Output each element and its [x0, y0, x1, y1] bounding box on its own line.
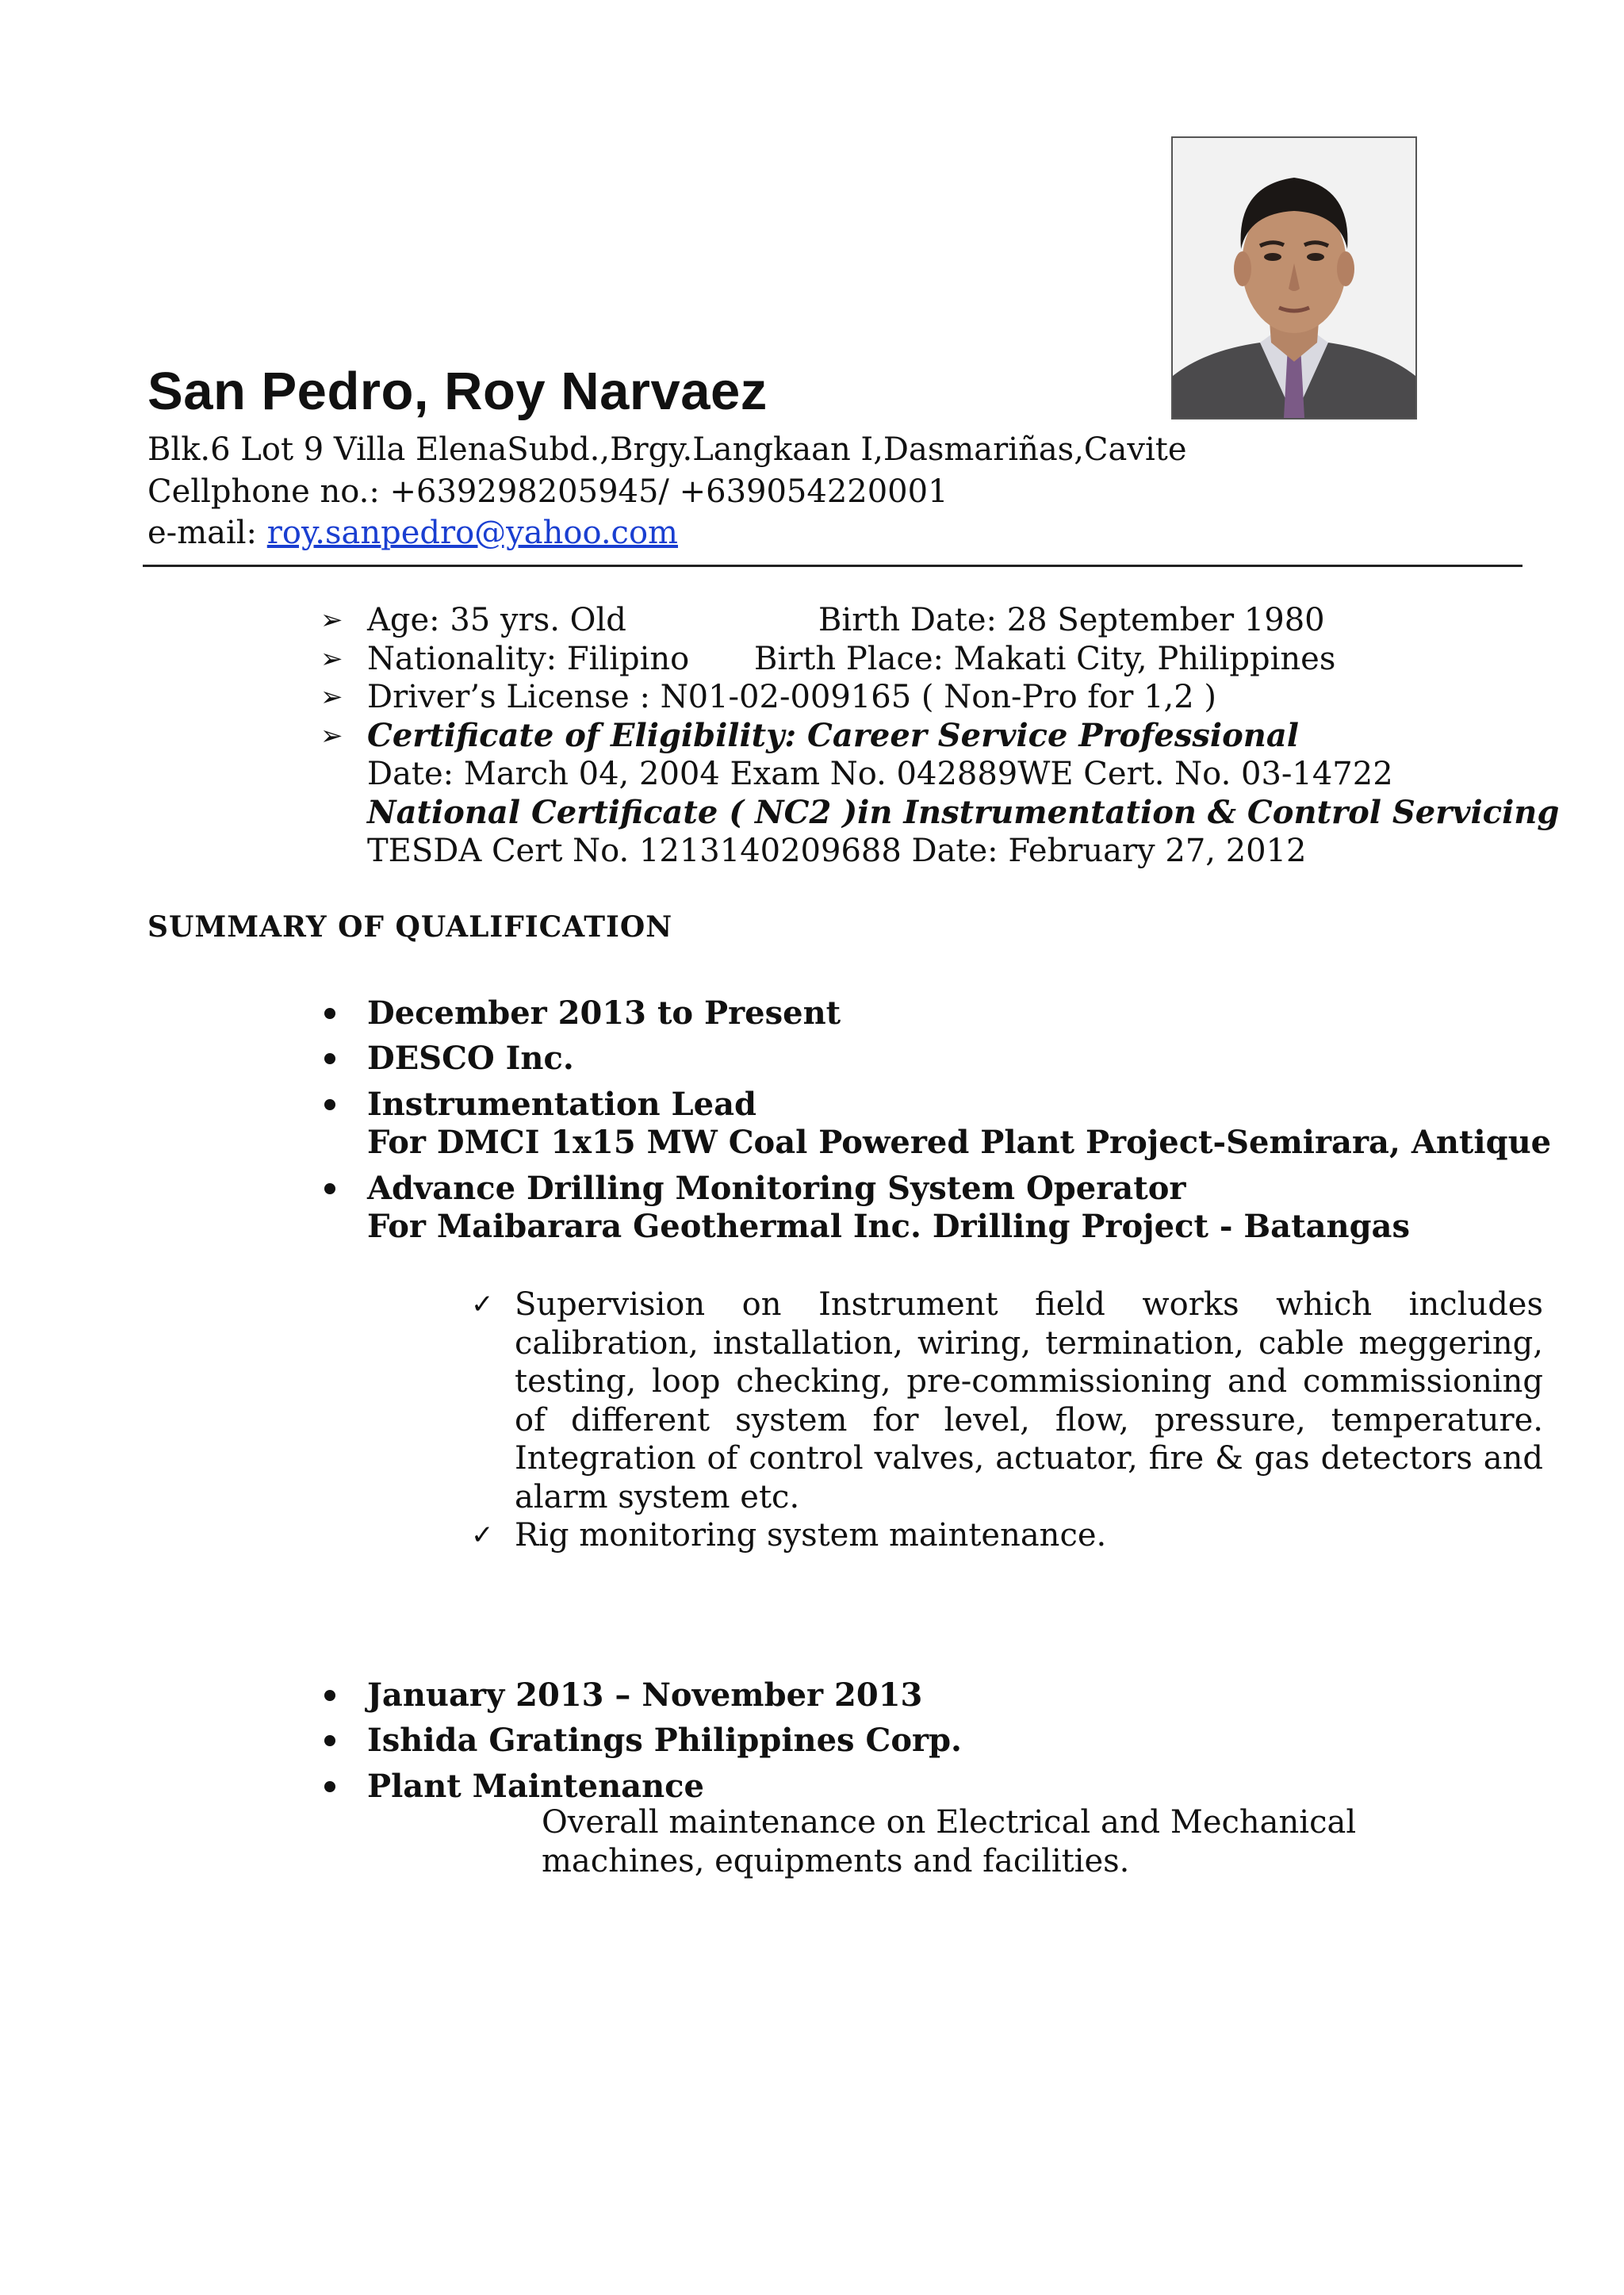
portrait-image	[1173, 138, 1415, 418]
bullet-dot-icon	[324, 1099, 335, 1110]
email-label: e-mail:	[147, 515, 267, 551]
arrow-bullet-icon: ➢	[320, 719, 343, 752]
job1-role2-project-row	[320, 1208, 1589, 1246]
bullet-dot-icon	[324, 1008, 335, 1019]
checkmark-icon: ✓	[471, 1519, 494, 1551]
job2-description	[542, 1803, 1356, 1881]
arrow-bullet-icon: ➢	[320, 681, 343, 713]
job1-role2-row	[320, 1170, 1589, 1208]
nationality: Nationality: Filipino	[367, 640, 690, 677]
job2-period: January 2013 – November 2013	[367, 1676, 923, 1714]
cert1-row	[320, 717, 1542, 756]
license-row	[320, 678, 1542, 717]
national-certificate-details: TESDA Cert No. 1213140209688 Date: February 27, 2012	[367, 833, 1307, 869]
portrait-photo	[1171, 136, 1417, 420]
job1-role2: Advance Drilling Monitoring System Operator	[367, 1170, 1186, 1207]
job2-role-row	[320, 1768, 1589, 1806]
certificate-eligibility-details: Date: March 04, 2004 Exam No. 042889WE Cert. No. 03-14722	[367, 756, 1393, 792]
job2-desc-line1: Overall maintenance on Electrical and Mechanical	[542, 1804, 1357, 1841]
checkmark-icon: ✓	[471, 1289, 494, 1320]
duty-text: Rig monitoring system maintenance.	[515, 1517, 1107, 1554]
bullet-dot-icon	[324, 1183, 335, 1194]
job1-role2-project: For Maibarara Geothermal Inc. Drilling Project - Batangas	[367, 1208, 1410, 1245]
national-certificate: National Certificate ( NC2 )in Instrumentation & Control Servicing	[367, 793, 1560, 831]
job1-role1-project: For DMCI 1x15 MW Coal Powered Plant Project-Semirara, Antique	[367, 1124, 1552, 1161]
certificate-eligibility: Certificate of Eligibility: Career Service Professional	[367, 716, 1299, 754]
cert2-details-row	[320, 832, 1542, 871]
job2	[320, 1676, 1589, 1806]
nationality-row	[320, 640, 1542, 679]
job2-role: Plant Maintenance	[367, 1768, 704, 1805]
job1-period: December 2013 to Present	[367, 994, 841, 1032]
job1-company: DESCO Inc.	[367, 1040, 574, 1077]
cert1-details-row	[320, 755, 1542, 794]
drivers-license: Driver’s License : N01-02-009165 ( Non-Pro for 1,2 )	[367, 679, 1217, 715]
bullet-dot-icon	[324, 1781, 335, 1792]
job1	[320, 994, 1589, 1246]
job1-role1: Instrumentation Lead	[367, 1086, 757, 1123]
duty-text: Supervision on Instrument field works which includes calibration, installation, wiring, termination, cable meggering, testing, loop checking, pre-commissioning and commissioning of different system for level, flow, pressure, temperature. Integration of control valves, actuator, fire & gas detectors and alarm system etc.	[515, 1286, 1543, 1515]
age: Age: 35 yrs. Old	[367, 602, 626, 638]
age-row	[320, 601, 1542, 640]
job1-role1-project-row	[320, 1124, 1589, 1170]
duty-item	[471, 1285, 1543, 1516]
bullet-dot-icon	[324, 1690, 335, 1701]
job1-period-row	[320, 994, 1589, 1040]
address: Blk.6 Lot 9 Villa ElenaSubd.,Brgy.Langkaan I,Dasmariñas,Cavite	[147, 431, 1187, 468]
job1-role1-row	[320, 1086, 1589, 1124]
birth-place: Birth Place: Makati City, Philippines	[754, 640, 1336, 677]
email-link[interactable]: roy.sanpedro@yahoo.com	[266, 515, 678, 551]
personal-info	[320, 601, 1560, 871]
job1-company-row	[320, 1040, 1589, 1086]
arrow-bullet-icon: ➢	[320, 604, 343, 636]
job2-desc-line2: machines, equipments and facilities.	[542, 1843, 1130, 1879]
bullet-dot-icon	[324, 1053, 335, 1064]
job1-duties	[471, 1285, 1543, 1555]
summary-heading: SUMMARY OF QUALIFICATION	[147, 910, 673, 944]
arrow-bullet-icon: ➢	[320, 642, 343, 675]
bullet-dot-icon	[324, 1735, 335, 1746]
cert2-row	[320, 793, 1560, 833]
job2-company-row	[320, 1722, 1589, 1768]
email-line	[147, 514, 678, 552]
birth-date: Birth Date: 28 September 1980	[818, 602, 1325, 638]
job2-company: Ishida Gratings Philippines Corp.	[367, 1722, 962, 1759]
header-divider	[143, 565, 1522, 567]
candidate-name: San Pedro, Roy Narvaez	[147, 362, 768, 421]
phone-numbers: Cellphone no.: +639298205945/ +639054220001	[147, 473, 948, 510]
duty-item	[471, 1516, 1543, 1555]
job2-period-row	[320, 1676, 1589, 1722]
